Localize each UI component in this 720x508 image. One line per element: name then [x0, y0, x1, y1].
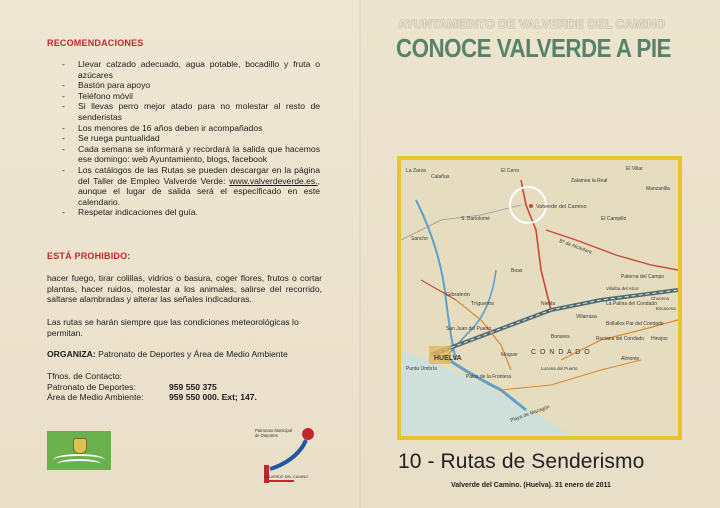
contact-row — [47, 382, 322, 393]
map-label-punta-umbria: Punta Umbría — [406, 366, 437, 372]
catalog-text-after: , aunque el lugar de salida será el especificado en este calendario. — [78, 175, 321, 207]
prohibited-heading: ESTÁ PROHIBIDO: — [47, 251, 131, 261]
map-label-la-palma: La Palma del Condado — [606, 301, 657, 307]
organiza-text: Patronato de Deportes y Área de Medio Ambiente — [98, 349, 288, 359]
list-item: - Si llevas perro mejor atado para no molestar al resto de senderistas — [62, 101, 320, 122]
catalog-link[interactable]: www.valverdeverde.es. — [229, 175, 318, 186]
list-item: - Los menores de 16 años deben ir acompañados — [62, 123, 320, 134]
map-label-calanas: Calañas — [431, 174, 450, 180]
catalog-text: Los catálogos de las Rutas se pueden descargar en la página del Taller de Empleo Valverde Verde: — [78, 164, 320, 186]
map-label-villarrasa: Villarrasa — [576, 314, 597, 320]
logo-dep-bottom: VALVERDE DEL CAMINO — [264, 475, 309, 479]
map-label-villalba: Villalba del Alcor — [606, 286, 639, 291]
map-label-paterna: Paterna del Campo — [621, 274, 665, 280]
brochure-title: 10 - Rutas de Senderismo — [398, 450, 645, 473]
weather-text: Las rutas se harán siempre que las condiciones meteorológicas lo permitan. — [47, 317, 299, 338]
map-svg — [401, 160, 678, 436]
logo-dep-text: Patronato Municipal de Deportes — [255, 428, 293, 438]
map-label-alcantara: Bº de Alcántara — [558, 238, 593, 256]
route-map — [397, 156, 682, 440]
prohibited-text: hacer fuego, tirar colillas, vidrios o basura, coger flores, frutos o cortar plantas, hacer ruidos, molestar a los animales, salirse del recorrido, saltarse alambradas y alterar las señales indicadoras. — [47, 273, 322, 305]
map-label-niebla: Niebla — [541, 301, 556, 307]
map-label-bollullos: Bollullos Par del Condado — [606, 321, 664, 327]
contact-heading: Tfnos. de Contacto: — [47, 371, 122, 381]
town-marker — [529, 204, 533, 208]
list-item: - Cada semana se informará y recordará la salida que hacemos ese domingo: web Ayuntamiento, blogs, facebook — [62, 144, 320, 165]
recommendations-heading: RECOMENDACIONES — [47, 38, 144, 48]
map-label-palos: Palos de la Frontera — [466, 374, 512, 380]
map-label-hinojos: Hinojos — [651, 336, 668, 342]
contact-label: Patronato de Deportes: — [47, 381, 136, 392]
map-label-moguer: Moguer — [501, 352, 518, 358]
main-title: CONOCE VALVERDE A PIE — [396, 33, 671, 63]
map-label-la-zarza: La Zarza — [406, 168, 426, 174]
list-item: - Se ruega puntualidad — [62, 133, 320, 144]
recommendations-list — [62, 59, 320, 218]
map-label-chucena: Chucena — [651, 296, 670, 301]
map-label-sancho: Sancho — [411, 236, 428, 242]
map-label-rociana: Rociana del Condado — [596, 336, 645, 342]
organiza-line — [47, 349, 322, 360]
fold-line — [359, 0, 361, 508]
contact-label: Área de Medio Ambiente: — [47, 392, 144, 403]
map-label-san-juan: San Juan del Puerto — [446, 326, 492, 332]
crest-icon — [73, 438, 87, 454]
contact-phone: 959 550 375 — [169, 381, 217, 392]
map-label-almonte: Almonte — [621, 356, 640, 362]
list-item: - Respetar indicaciones del guía. — [62, 207, 320, 218]
date-line: Valverde del Camino. (Huelva). 31 enero de 2011 — [451, 482, 611, 489]
map-label-escacena: Escacena — [656, 306, 676, 311]
town-flag-logo — [47, 431, 111, 470]
map-label-trigueros: Trigueros — [471, 301, 495, 307]
contact-block — [47, 371, 322, 403]
map-label-el-campillo: El Campillo — [601, 216, 627, 222]
map-label-bonares: Bonares — [551, 334, 570, 340]
map-label-el-cerro: El Cerro — [501, 168, 520, 174]
map-label-zalamea: Zalamea la Real — [571, 178, 608, 184]
list-item: - Bastón para apoyo — [62, 80, 320, 91]
map-label-el-villar: El Villar — [626, 166, 643, 172]
municipality-title: AYUNTAMIENTO DE VALVERDE DEL CAMINO — [398, 17, 666, 31]
map-label-huelva: HUELVA — [434, 355, 462, 362]
map-label-lucena: Lucena del Puerto — [541, 366, 578, 371]
map-label-gibraleon: Gibraleón — [446, 292, 470, 298]
map-label-manzanilla: Manzanilla — [646, 186, 670, 192]
list-item: - Teléfono móvil — [62, 91, 320, 102]
organiza-label: ORGANIZA: — [47, 349, 96, 359]
wave-icon — [57, 459, 101, 469]
list-item: - Llevar calzado adecuado, agua potable, bocadillo y fruta o azúcares — [62, 59, 320, 80]
map-label-san-bartolome: S. Bartolomé — [461, 216, 490, 222]
map-label-beas: Beas — [511, 268, 523, 274]
contact-row — [47, 392, 322, 403]
map-label-valverde: Valverde del Camino — [536, 204, 587, 210]
list-item — [62, 165, 320, 207]
contact-phone: 959 550 000. Ext; 147. — [169, 392, 257, 403]
map-label-mazagon: Playa de Mazagón — [509, 404, 551, 424]
map-label-condado: C O N D A D O — [531, 349, 591, 356]
